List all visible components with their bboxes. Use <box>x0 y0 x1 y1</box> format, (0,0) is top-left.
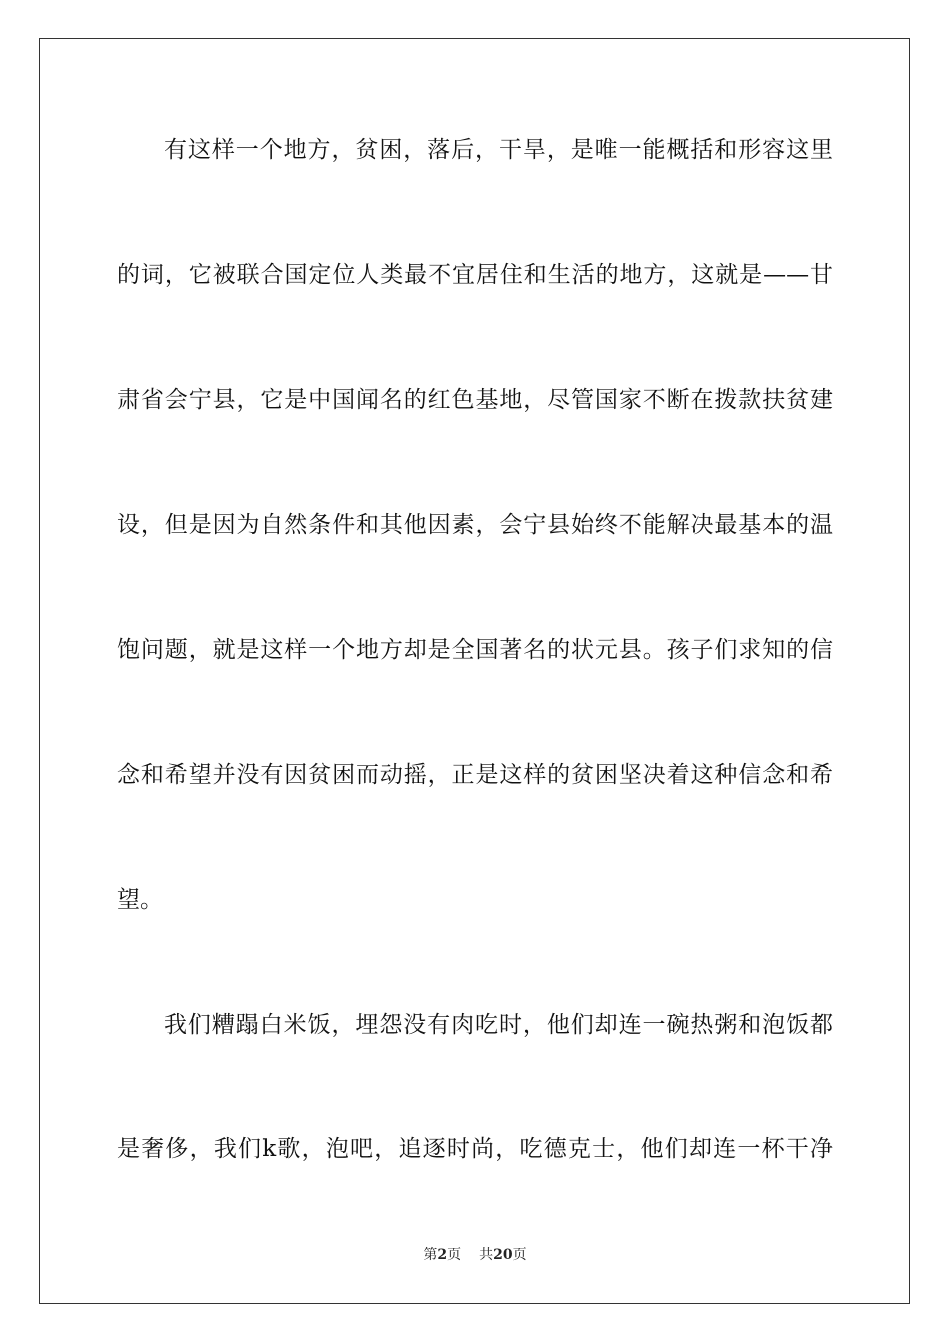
paragraph-line: 的词，它被联合国定位人类最不宜居住和生活的地方，这就是——甘 <box>117 262 833 288</box>
paragraph-line: 我们糟蹋白米饭，埋怨没有肉吃时，他们却连一碗热粥和泡饭都 <box>164 1012 833 1038</box>
page-footer <box>0 1245 950 1265</box>
paragraph-line: 望。 <box>117 887 163 913</box>
paragraph-line: 肃省会宁县，它是中国闻名的红色基地，尽管国家不断在拨款扶贫建 <box>117 387 833 413</box>
total-suffix: 页 <box>512 1247 527 1263</box>
total-pages: 20 <box>493 1247 513 1263</box>
total-prefix: 共 <box>479 1247 494 1263</box>
page-suffix: 页 <box>447 1247 462 1263</box>
paragraph-line: 设，但是因为自然条件和其他因素，会宁县始终不能解决最基本的温 <box>117 512 833 538</box>
page-frame <box>39 38 910 1304</box>
paragraph-line: 有这样一个地方，贫困，落后，干旱，是唯一能概括和形容这里 <box>164 137 833 163</box>
page-number: 2 <box>437 1247 448 1263</box>
paragraph-line: 念和希望并没有因贫困而动摇，正是这样的贫困坚决着这种信念和希 <box>117 762 833 788</box>
page-prefix: 第 <box>423 1247 438 1263</box>
paragraph-line: 饱问题，就是这样一个地方却是全国著名的状元县。孩子们求知的信 <box>117 637 833 663</box>
paragraph-line: 是奢侈，我们k歌，泡吧，追逐时尚，吃德克士，他们却连一杯干净 <box>117 1136 833 1162</box>
